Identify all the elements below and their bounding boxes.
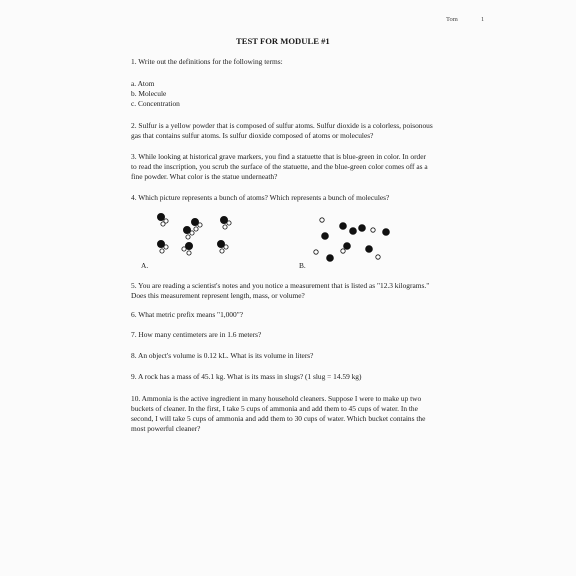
figure-a-label: A. [141,261,149,270]
atom [341,249,345,253]
atom [350,228,357,235]
question-2-line-1: 2. Sulfur is a yellow powder that is composed of sulfur atoms. Sulfur dioxide is a colorless, poisonous [131,121,433,130]
molecule [183,226,194,239]
question-3-line-1: 3. While looking at historical grave markers, you find a statuette that is blue-green in color. In order [131,152,426,161]
molecule [182,242,193,255]
question-7-text: 7. How many centimeters are in 1.6 meters? [131,330,262,339]
molecule [157,213,168,226]
term-molecule: b. Molecule [131,89,167,98]
atom [359,225,366,232]
atom [366,246,373,253]
molecule [157,240,168,253]
question-4-text: 4. Which picture represents a bunch of atoms? Which represents a bunch of molecules? [131,193,390,202]
question-9-text: 9. A rock has a mass of 45.1 kg. What is its mass in slugs? (1 slug = 14.59 kg) [131,372,362,381]
question-1-text: 1. Write out the definitions for the following terms: [131,57,283,66]
atom [314,250,318,254]
atom [371,228,375,232]
question-10-line-4: most powerful cleaner? [131,424,201,433]
test-title: TEST FOR MODULE #1 [236,36,330,46]
figure-a-molecules [157,213,231,255]
question-3-line-3: fine powder. What color is the statue underneath? [131,172,278,181]
page-number: 1 [481,16,485,23]
question-8-text: 8. An object's volume is 0.12 kL. What is its volume in liters? [131,351,314,360]
molecule [191,218,202,231]
question-6-text: 6. What metric prefix means "1,000"? [131,310,243,319]
atom [376,255,380,259]
atom [340,223,347,230]
term-concentration: c. Concentration [131,99,180,108]
question-5-line-1: 5. You are reading a scientist's notes and you notice a measurement that is listed as "12.3 kilograms." [131,281,430,290]
atom [320,218,324,222]
atom [327,255,334,262]
atom [344,243,351,250]
figure-b-atoms [314,218,390,262]
atom [322,233,329,240]
question-10-line-3: second, I will take 5 cups of ammonia and add them to 30 cups of water. Which bucket contains the [131,414,426,423]
molecule [220,216,231,229]
question-3-line-2: to read the inscription, you scrub the surface of the statuette, and the blue-green color comes off as a [131,162,428,171]
question-5-line-2: Does this measurement represent length, mass, or volume? [131,291,305,300]
molecule [217,240,228,253]
student-name: Tom [446,16,458,23]
atom [383,229,390,236]
question-10-line-1: 10. Ammonia is the active ingredient in many household cleaners. Suppose I were to make up two [131,394,422,403]
figure-b-label: B. [299,261,306,270]
term-atom: a. Atom [131,79,155,88]
question-10-line-2: buckets of cleaner. In the first, I take 5 cups of ammonia and add them to 45 cups of water. In the [131,404,418,413]
question-2-line-2: gas that contains sulfur atoms. Is sulfur dioxide composed of atoms or molecules? [131,131,374,140]
